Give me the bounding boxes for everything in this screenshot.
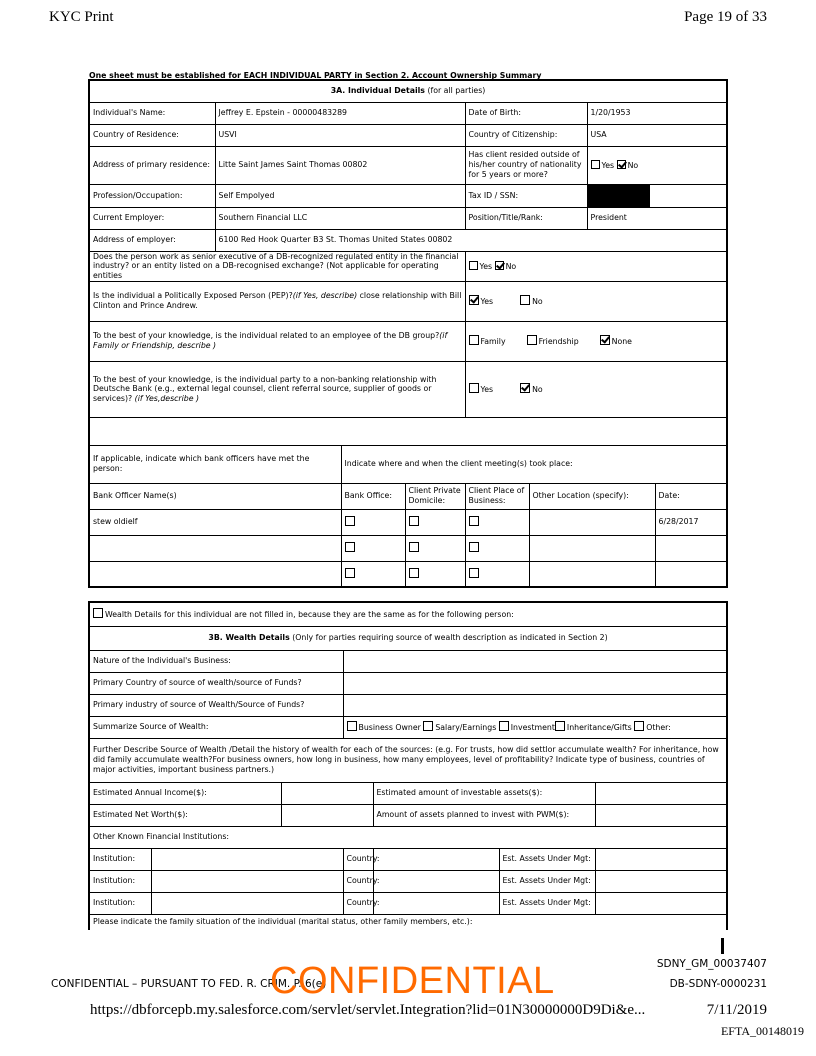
blank-spacer-row [89, 417, 727, 445]
net-worth-value [281, 804, 373, 826]
inheritance-checkbox[interactable] [555, 721, 565, 731]
friendship-checkbox[interactable] [527, 335, 537, 345]
investable-value [595, 782, 727, 804]
wealth-details-table [88, 601, 728, 930]
business-checkbox[interactable] [469, 542, 479, 552]
col-place-of-business: Client Place of Business: [465, 483, 529, 509]
taxid-value [587, 184, 727, 207]
address-value: Litte Saint James Saint Thomas 00802 [215, 146, 465, 184]
citizenship-label: Country of Citizenship: [465, 124, 587, 146]
col-private-domicile: Client Private Domicile: [405, 483, 465, 509]
salary-checkbox[interactable] [423, 721, 433, 731]
planned-value [595, 804, 727, 826]
position-label: Position/Title/Rank: [465, 207, 587, 229]
resided-yes-checkbox[interactable] [591, 160, 600, 169]
pep-options: Yes No [465, 281, 727, 321]
senior-exec-options: Yes No [465, 251, 727, 281]
industry-source-value [343, 694, 727, 716]
pep-yes-checkbox[interactable] [469, 295, 479, 305]
officer-name [89, 535, 341, 561]
meeting-date: 6/28/2017 [655, 509, 727, 535]
table-row [89, 535, 727, 561]
resided-question: Has client resided outside of his/her country of nationality for 5 years or more? [465, 146, 587, 184]
position-value: President [587, 207, 727, 229]
institution-label: Institution: [89, 848, 151, 870]
confidential-stamp: CONFIDENTIAL [270, 960, 555, 1002]
employer-address-value: 6100 Red Hook Quarter B3 St. Thomas United States 00802 [215, 229, 727, 251]
profession-value: Self Empolyed [215, 184, 465, 207]
table-row [89, 509, 727, 535]
investment-checkbox[interactable] [499, 721, 509, 731]
employer-value: Southern Financial LLC [215, 207, 465, 229]
country-source-value [343, 672, 727, 694]
residence-label: Country of Residence: [89, 124, 215, 146]
employer-label: Current Employer: [89, 207, 215, 229]
domicile-checkbox[interactable] [409, 568, 419, 578]
dob-label: Date of Birth: [465, 102, 587, 124]
country-label: Country: [343, 848, 373, 870]
print-date: 7/11/2019 [706, 1002, 767, 1018]
citizenship-value: USA [587, 124, 727, 146]
officer-name [89, 561, 341, 587]
employer-address-label: Address of employer: [89, 229, 215, 251]
bates-number-1: SDNY_GM_00037407 [656, 958, 767, 970]
sheet-instruction: One sheet must be established for EACH INDIVIDUAL PARTY in Section 2. Account Ownership Summary [89, 71, 542, 80]
bates-number-2: DB-SDNY-0000231 [669, 978, 767, 990]
meeting-date [655, 561, 727, 587]
pep-no-checkbox[interactable] [520, 295, 530, 305]
col-other-location: Other Location (specify): [529, 483, 655, 509]
annual-income-label: Estimated Annual Income($): [89, 782, 281, 804]
bank-office-checkbox[interactable] [345, 568, 355, 578]
annual-income-value [281, 782, 373, 804]
industry-source-label: Primary industry of source of Wealth/Source of Funds? [89, 694, 343, 716]
table-row [89, 848, 727, 870]
nonbank-no-checkbox[interactable] [520, 383, 530, 393]
domicile-checkbox[interactable] [409, 542, 419, 552]
page-number: Page 19 of 33 [684, 9, 767, 25]
business-checkbox[interactable] [469, 568, 479, 578]
table-row [89, 870, 727, 892]
net-worth-label: Estimated Net Worth($): [89, 804, 281, 826]
other-location [529, 561, 655, 587]
confidential-notice: CONFIDENTIAL – PURSUANT TO FED. R. CRIM. P. 6(e) [51, 978, 327, 990]
senior-exec-no-checkbox[interactable] [495, 261, 504, 270]
aum-label: Est. Assets Under Mgt: [499, 848, 595, 870]
other-location [529, 535, 655, 561]
redaction-block [588, 185, 650, 207]
senior-exec-yes-checkbox[interactable] [469, 261, 478, 270]
meeting-date [655, 535, 727, 561]
resided-options: Yes No [587, 146, 727, 184]
meeting-location-label: Indicate where and when the client meeting(s) took place: [341, 445, 727, 483]
further-describe: Further Describe Source of Wealth /Detail the history of wealth for each of the sources: (e.g. For trusts, how did settlor accumulate wealth? For inheritance, how did family accumulate wealth?For business owners, how long in business, how many employees, level of profitability? Indicate type of business, countries of major activities, important business partners.) [89, 738, 727, 782]
col-bank-office: Bank Office: [341, 483, 405, 509]
bank-office-checkbox[interactable] [345, 542, 355, 552]
table-row [89, 892, 727, 914]
nature-label: Nature of the Individual's Business: [89, 650, 343, 672]
efta-number: EFTA_00148019 [720, 1024, 804, 1038]
officers-met-label: If applicable, indicate which bank officers have met the person: [89, 445, 341, 483]
same-as-row: Wealth Details for this individual are not filled in, because they are the same as for the following person: [89, 602, 727, 626]
col-date: Date: [655, 483, 727, 509]
other-checkbox[interactable] [634, 721, 644, 731]
senior-exec-question: Does the person work as senior executive of a DB-recognized regulated entity in the financial industry? or an entity listed on a DB-recognised exchange? (Not applicable for operating entities [89, 251, 465, 281]
other-location [529, 509, 655, 535]
nature-value [343, 650, 727, 672]
summarize-label: Summarize Source of Wealth: [89, 716, 343, 738]
section-3b-title: 3B. Wealth Details (Only for parties requiring source of wealth description as indicated in Section 2) [89, 626, 727, 650]
family-checkbox[interactable] [469, 335, 479, 345]
same-as-checkbox[interactable] [93, 608, 103, 618]
domicile-checkbox[interactable] [409, 516, 419, 526]
profession-label: Profession/Occupation: [89, 184, 215, 207]
planned-label: Amount of assets planned to invest with PWM($): [373, 804, 595, 826]
other-fi-label: Other Known Financial Institutions: [89, 826, 727, 848]
dob-value: 1/20/1953 [587, 102, 727, 124]
table-edge-marker [721, 938, 724, 954]
aum-label: Est. Assets Under Mgt: [499, 892, 595, 914]
table-row [89, 561, 727, 587]
country-source-label: Primary Country of source of wealth/source of Funds? [89, 672, 343, 694]
wealth-source-options: Business Owner Salary/Earnings Investment Inheritance/Gifts Other: [343, 716, 727, 738]
address-label: Address of primary residence: [89, 146, 215, 184]
nonbank-yes-checkbox[interactable] [469, 383, 479, 393]
aum-label: Est. Assets Under Mgt: [499, 870, 595, 892]
investable-label: Estimated amount of investable assets($): [373, 782, 595, 804]
name-label: Individual's Name: [89, 102, 215, 124]
nonbank-options: Yes No [465, 361, 727, 417]
name-value: Jeffrey E. Epstein - 00000483289 [215, 102, 465, 124]
col-officer-name: Bank Officer Name(s) [89, 483, 341, 509]
business-owner-checkbox[interactable] [347, 721, 357, 731]
country-label: Country: [343, 870, 373, 892]
residence-value: USVI [215, 124, 465, 146]
related-options: Family Friendship None [465, 321, 727, 361]
business-checkbox[interactable] [469, 516, 479, 526]
individual-details-table [88, 79, 728, 588]
related-question: To the best of your knowledge, is the individual related to an employee of the DB group?(if Family or Friendship, describe ) [89, 321, 465, 361]
family-situation: Please indicate the family situation of the individual (marital status, other family members, etc.): [89, 914, 727, 930]
section-3a-title: 3A. Individual Details (for all parties) [89, 80, 727, 102]
print-title: KYC Print [49, 9, 114, 25]
country-label: Country: [343, 892, 373, 914]
none-checkbox[interactable] [600, 335, 610, 345]
pep-question: Is the individual a Politically Exposed Person (PEP)?(if Yes, describe) close relationship with Bill Clinton and Prince Andrew. [89, 281, 465, 321]
officer-name: stew oldielf [89, 509, 341, 535]
taxid-label: Tax ID / SSN: [465, 184, 587, 207]
institution-label: Institution: [89, 870, 151, 892]
resided-no-checkbox[interactable] [617, 160, 626, 169]
bank-office-checkbox[interactable] [345, 516, 355, 526]
institution-label: Institution: [89, 892, 151, 914]
nonbank-question: To the best of your knowledge, is the individual party to a non-banking relationship with Deutsche Bank (e.g., external legal counsel, client referral source, supplier of goods or services)? (if Yes,describe ) [89, 361, 465, 417]
print-url: https://dbforcepb.my.salesforce.com/servlet/servlet.Integration?lid=01N30000000D9Di&e... [90, 1002, 646, 1018]
